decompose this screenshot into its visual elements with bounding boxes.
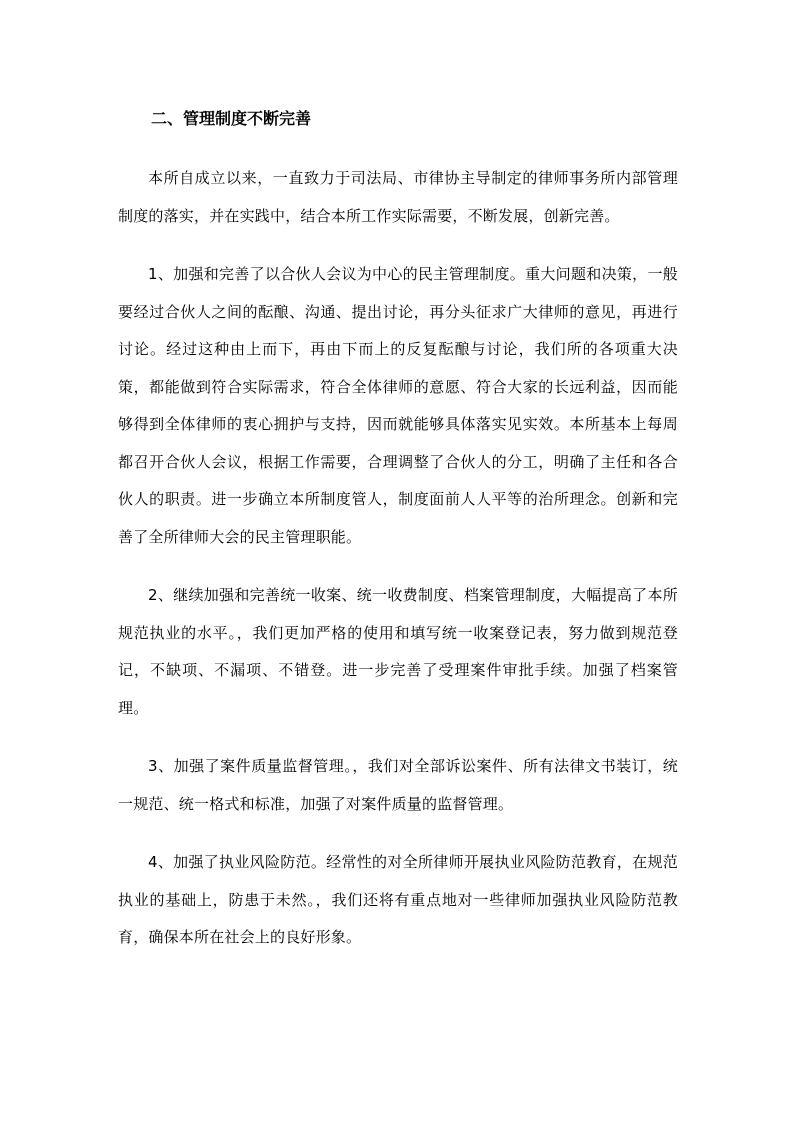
document-body — [118, 96, 678, 957]
paragraph-item-4: 4、加强了执业风险防范。经常性的对全所律师开展执业风险防范教育，在规范执业的基础上，防患于未然。，我们还将有重点地对一些律师加强执业风险防范教育，确保本所在社会上的良好形象。 — [118, 853, 678, 946]
paragraph-item-1: 1、加强和完善了以合伙人会议为中心的民主管理制度。重大问题和决策，一般要经过合伙人之间的酝酿、沟通、提出讨论，再分头征求广大律师的意见，再进行讨论。经过这种由上而下，再由下而上的反复酝酿与讨论，我们所的各项重大决策，都能做到符合实际需求，符合全体律师的意愿、符合大家的长远利益，因而能够得到全体律师的衷心拥护与支持，因而就能够具体落实见实效。本所基本上每周都召开合伙人会议，根据工作需要，合理调整了合伙人的分工，明确了主任和各合伙人的职责。进一步确立本所制度管人，制度面前人人平等的治所理念。创新和完善了全所律师大会的民主管理职能。 — [118, 265, 678, 546]
paragraph-intro: 本所自成立以来，一直致力于司法局、市律协主导制定的律师事务所内部管理制度的落实，并在实践中，结合本所工作实际需要，不断发展，创新完善。 — [118, 169, 678, 225]
section-heading: 二、管理制度不断完善 — [151, 109, 312, 128]
paragraph-item-2: 2、继续加强和完善统一收案、统一收费制度、档案管理制度，大幅提高了本所规范执业的水平。，我们更加严格的使用和填写统一收案登记表，努力做到规范登记，不缺项、不漏项、不错登。进一步完善了受理案件审批手续。加强了档案管理。 — [118, 586, 678, 717]
paragraph-item-3: 3、加强了案件质量监督管理。，我们对全部诉讼案件、所有法律文书装订，统一规范、统一格式和标准，加强了对案件质量的监督管理。 — [118, 757, 678, 813]
